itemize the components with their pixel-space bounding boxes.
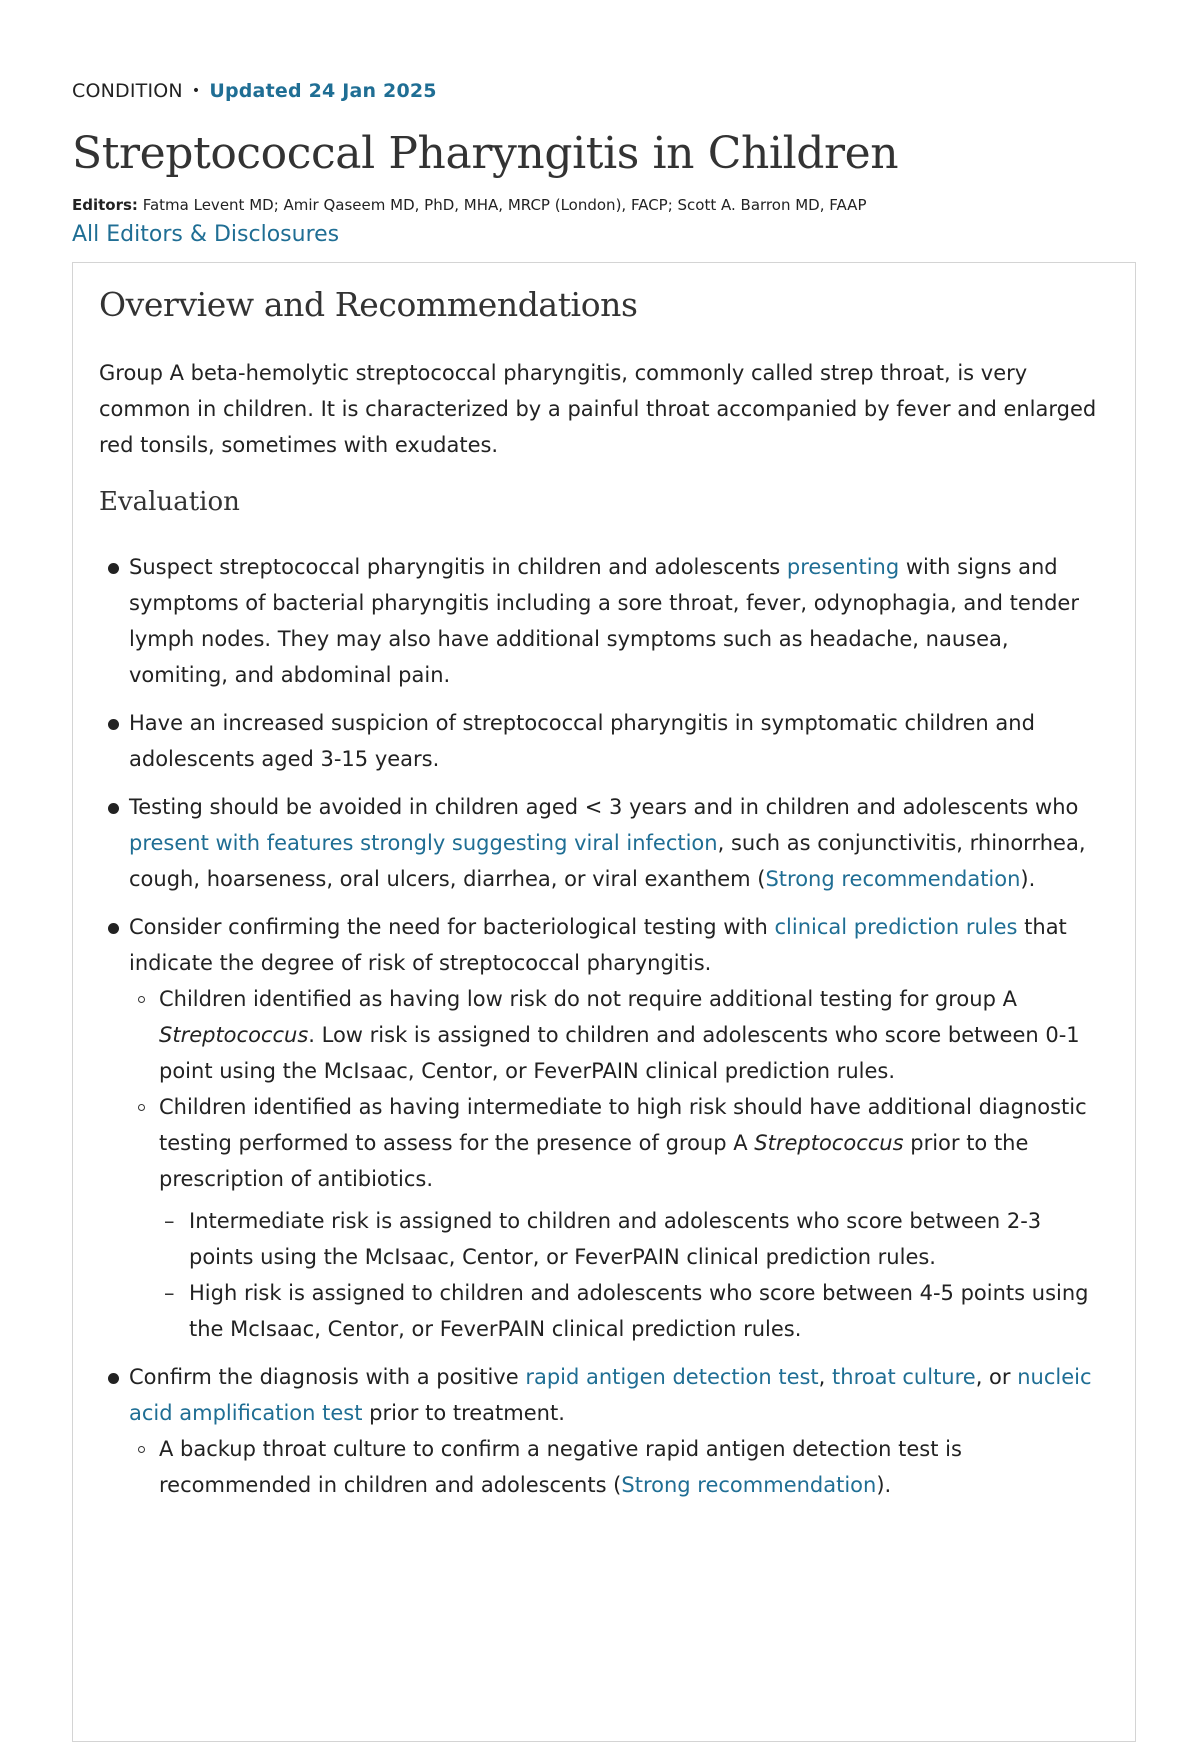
all-editors-disclosures-link[interactable]: All Editors & Disclosures [72, 222, 340, 247]
presenting-link[interactable]: presenting [786, 555, 900, 579]
page-header [72, 80, 1132, 247]
sub-list [129, 1431, 1099, 1503]
item-text: Consider confirming the need for bacteriological testing with [129, 915, 775, 939]
item-text: Confirm the diagnosis with a positive [129, 1365, 526, 1389]
item-text: , or [975, 1365, 1018, 1389]
overview-heading: Overview and Recommendations [99, 285, 638, 324]
sub-sub-list [159, 1203, 1099, 1347]
rapid-antigen-detection-test-link[interactable]: rapid antigen detection test [525, 1365, 819, 1389]
sub-sub-list-item: – High risk is assigned to children and adolescents who score between 4-5 points using the McIsaac, Centor, or FeverPAIN clinical prediction rules. [159, 1275, 1099, 1347]
item-text: , [818, 1365, 833, 1389]
page-title: Streptococcal Pharyngitis in Children [72, 128, 899, 179]
item-text: Children identified as having intermediate to high risk should have additional diagnostic testing performed to assess for the presence of group A [159, 1095, 1087, 1155]
list-item [99, 1359, 1099, 1503]
item-text: A backup throat culture to confirm a negative rapid antigen detection test is recommended in children and adolescents ( [159, 1437, 962, 1497]
item-text: with signs and symptoms of bacterial pharyngitis including a sore throat, fever, odynophagia, and tender lymph nodes. They may also have additional symptoms such as headache, nausea, vomiting, and abdominal pain. [129, 555, 1079, 687]
meta-row [72, 80, 1132, 102]
updated-date: Updated 24 Jan 2025 [209, 80, 437, 102]
item-text: , such as conjunctivitis, rhinorrhea, cough, hoarseness, oral ulcers, diarrhea, or viral exanthem ( [129, 831, 1086, 891]
sub-list [129, 981, 1099, 1347]
item-text: ). [876, 1473, 892, 1497]
item-text: . Low risk is assigned to children and adolescents who score between 0-1 point using the McIsaac, Centor, or FeverPAIN clinical prediction rules. [159, 1023, 1080, 1083]
item-text: that indicate the degree of risk of streptococcal pharyngitis. [129, 915, 1067, 975]
item-text: Children identified as having low risk do not require additional testing for group A [159, 987, 1017, 1011]
sub-list-item [129, 1089, 1099, 1347]
throat-culture-link[interactable]: throat culture [832, 1365, 976, 1389]
meta-separator: • [191, 83, 201, 99]
strong-recommendation-link[interactable]: Strong recommendation [765, 867, 1021, 891]
overview-card [72, 262, 1136, 1742]
nucleic-acid-amplification-test-link[interactable]: nucleic acid amplification test [129, 1365, 1092, 1425]
sub-list-item [129, 1431, 1099, 1503]
strong-recommendation-link[interactable]: Strong recommendation [621, 1473, 877, 1497]
list-item [99, 909, 1099, 1347]
list-item [99, 705, 1099, 777]
item-text: Testing should be avoided in children aged < 3 years and in children and adolescents who [129, 795, 1079, 819]
category-label: CONDITION [72, 80, 183, 102]
italic-term: Streptococcus [159, 1023, 309, 1047]
item-text: Have an increased suspicion of streptococcal pharyngitis in symptomatic children and adolescents aged 3-15 years. [129, 711, 1035, 771]
italic-term: Streptococcus [754, 1131, 904, 1155]
editors-line [72, 196, 1132, 214]
editors-names: Fatma Levent MD; Amir Qaseem MD, PhD, MHA, MRCP (London), FACP; Scott A. Barron MD, FAAP [142, 196, 867, 214]
item-text: ). [1020, 867, 1036, 891]
item-text: prior to the prescription of antibiotics. [159, 1131, 1029, 1191]
sub-list-item [129, 981, 1099, 1089]
overview-paragraph: Group A beta-hemolytic streptococcal pharyngitis, commonly called strep throat, is very common in children. It is characterized by a painful throat accompanied by fever and enlarged red tonsils, sometimes with exudates. [99, 361, 1097, 457]
list-item [99, 549, 1099, 693]
evaluation-list [99, 549, 1099, 1503]
evaluation-heading: Evaluation [99, 487, 240, 517]
item-text: Suspect streptococcal pharyngitis in children and adolescents [129, 555, 787, 579]
sub-sub-list-item: – Intermediate risk is assigned to children and adolescents who score between 2-3 points using the McIsaac, Centor, or FeverPAIN clinical prediction rules. [159, 1203, 1099, 1275]
list-item [99, 789, 1099, 897]
item-text: prior to treatment. [362, 1401, 565, 1425]
clinical-prediction-rules-link[interactable]: clinical prediction rules [774, 915, 1018, 939]
editors-label: Editors: [72, 196, 138, 214]
viral-features-link[interactable]: present with features strongly suggesting viral infection [129, 831, 718, 855]
